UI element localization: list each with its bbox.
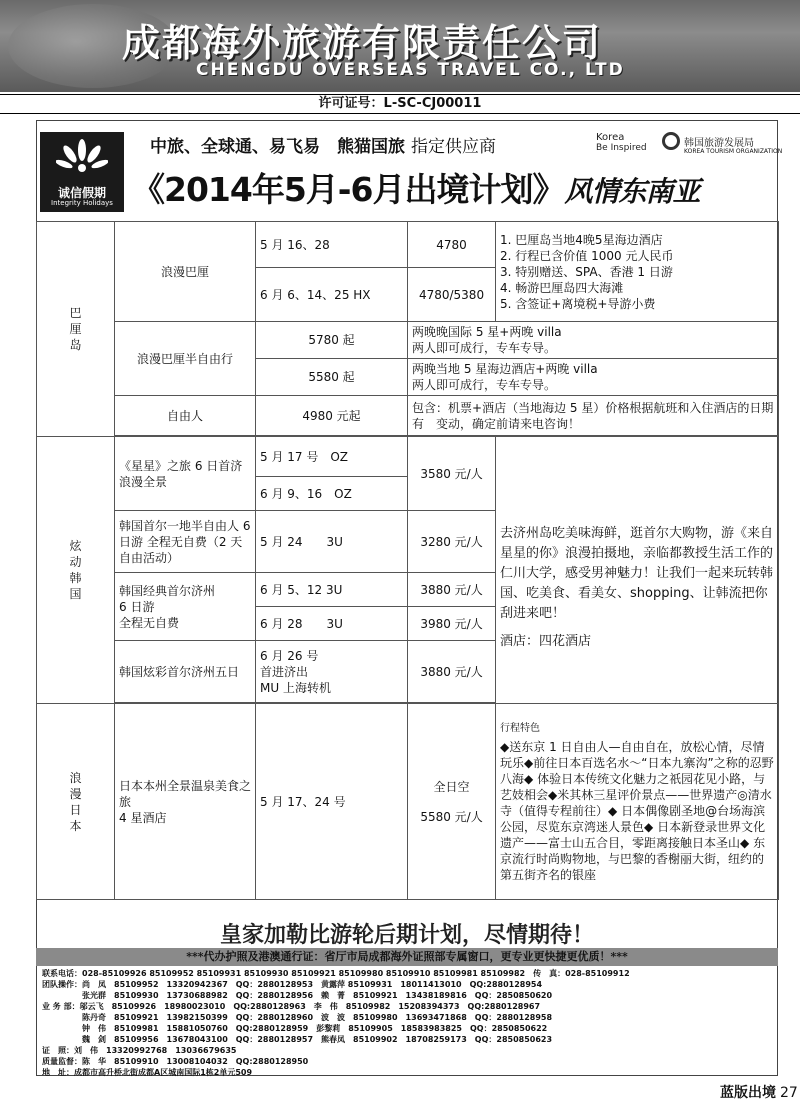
tour-date: 6 月 9、16 OZ (256, 477, 408, 511)
tour-date: 5 月 17、24 号 (256, 704, 408, 900)
header-banner (0, 0, 800, 92)
tour-date: 5 月 24 3U (256, 511, 408, 573)
tour-date: 5 月 16、28 (256, 222, 408, 268)
tour-airline: 全日空 (433, 779, 470, 794)
company-name-cn: 成都海外旅游有限责任公司 (122, 20, 603, 65)
tour-date: 6 月 26 号 首进济出 MU 上海转机 (256, 641, 408, 703)
korea-be-inspired-logo (596, 132, 658, 162)
tour-price: 5580 起 (256, 359, 408, 396)
tour-price: 4980 元起 (256, 396, 408, 436)
region-korea: 炫 动 韩 国 (37, 437, 115, 704)
tour-price: 5780 起 (256, 322, 408, 359)
page-footer (720, 1082, 798, 1100)
footer-brand: 蓝版出境 (720, 1085, 776, 1100)
tour-name: 韩国炫彩首尔济州五日 (115, 641, 256, 703)
supplier-designated: 指定供应商 (411, 137, 496, 157)
tour-name: 浪漫巴厘半自由行 (115, 322, 256, 396)
page-number: 27 (780, 1085, 798, 1100)
tour-date: 6 月 6、14、25 HX (256, 268, 408, 322)
tour-date: 5 月 17 号 OZ (256, 437, 408, 477)
japan-features-cell (496, 704, 779, 900)
tour-name: 自由人 (115, 396, 256, 436)
table-row (37, 222, 779, 268)
tour-name: 韩国首尔一地半自由人 6 日游 全程无自费（2 天自由活动） (115, 511, 256, 573)
title-region: 风情东南亚 (564, 175, 700, 208)
korea-description-cell (496, 437, 779, 704)
tour-date: 6 月 5、12 3U (256, 573, 408, 607)
tour-name: 浪漫巴厘 (115, 222, 256, 322)
tour-price: 4780/5380 (408, 268, 496, 322)
contact-list: 联系电话：028-85109926 85109952 85109931 85109930 85109921 85109980 85109910 85109981 85109982 传 真：028-85109912 团队操作：尚 凤 85109952 13320942367 QQ：2880128953 黄露萍 85109931 18011413010 QQ:2880128954 张光群 85109930 13730688982 QQ：2880128956 赖 菁 85109921 13438189816 QQ：2850850620 业 务 部：邬云飞 85109926 18980023010 QQ:2880128963 李 伟 85109982 15208394373 QQ:2880128967 陈丹奇 85109921 13982150399 QQ：2880128960 波 波 85109980 13693471868 QQ：2880128958 钟 伟 85109981 15881050760 QQ:2880128959 彭黎莉 85109905 18583983825 QQ：2850850622 魏 剑 85109956 13678043100 QQ：2880128957 熊春凤 85109902 18708259173 QQ：2850850623 证 照：刘 伟 13320992768 13036679635 质量监督：陈 华 85109910 13008104032 QQ:2880128950 地 址：成都市高升桥北街成都A区城南国际1栋2单元509 (42, 969, 630, 1077)
kto-circle-icon (662, 132, 680, 150)
tour-name: 韩国经典首尔济州 6 日游 全程无自费 (115, 573, 256, 641)
tour-note: 包含：机票+酒店（当地海边 5 星）价格根据航班和入住酒店的日期有 变动，确定前请来电咨询！ (408, 396, 779, 436)
brand-logo (40, 132, 124, 212)
tour-price: 3280 元/人 (408, 511, 496, 573)
brand-name: 诚信假期 (57, 186, 106, 200)
japan-feature-title: 行程特色 (500, 722, 541, 734)
korea-logo-line2: Be Inspired (596, 143, 647, 153)
brand-subtitle: Integrity Holidays (51, 199, 113, 207)
tour-note: 两晚当地 5 星海边酒店+两晚 villa 两人即可成行，专车专导。 (408, 359, 779, 396)
supplier-line (150, 132, 496, 157)
license-number: 许可证号：L-SC-CJ00011 (0, 94, 800, 114)
tour-name: 《星星》之旅 6 日首济浪漫全景 (115, 437, 256, 511)
tour-note: 两晚晚国际 5 星+两晚 villa 两人即可成行，专车专导。 (408, 322, 779, 359)
tour-price: 3880 元/人 (408, 573, 496, 607)
kto-name-en: KOREA TOURISM ORGANIZATION (684, 148, 783, 155)
region-bali: 巴 厘 岛 (37, 222, 115, 437)
table-row (37, 322, 779, 359)
kto-logo (662, 130, 783, 164)
tour-price: 3980 元/人 (408, 607, 496, 641)
tour-price: 3880 元/人 (408, 641, 496, 703)
kto-name: 韩国旅游发展局 (684, 138, 754, 149)
page-title (132, 164, 772, 211)
table-row (37, 704, 779, 900)
tour-price: 3580 元/人 (408, 437, 496, 511)
korea-description: 去济州岛吃美味海鲜，逛首尔大购物，游《来自星星的你》浪漫拍摄地，亲临都教授生活工作的仁川大学，感受男神魅力！让我们一起来玩转韩国、吃美食、看美女、shopping、让韩流把你刮进来吧！ (500, 526, 774, 621)
title-main: 《2014年5月-6月出境计划》 (132, 170, 565, 209)
korea-logo-line1: Korea (596, 132, 625, 143)
visa-service-bar: ***代办护照及港澳通行证：省厅市局成都海外证照部专属窗口，更专业更快捷更优质！*** (36, 948, 778, 966)
tour-name: 日本本州全景温泉美食之旅 4 星酒店 (115, 704, 256, 900)
tour-price-cell (408, 704, 496, 900)
tour-price: 5580 元/人 (420, 809, 483, 824)
table-row (37, 437, 779, 477)
flower-icon (56, 138, 108, 182)
region-japan: 浪 漫 日 本 (37, 704, 115, 900)
supplier-agencies: 中旅、全球通、易飞易 熊猫国旅 (150, 137, 405, 157)
company-name-en: CHENGDU OVERSEAS TRAVEL CO., LTD (196, 60, 625, 80)
korea-hotel: 酒店：四花酒店 (500, 634, 592, 649)
tour-features: 1. 巴厘岛当地4晚5星海边酒店 2. 行程已含价值 1000 元人民币 3. 特别赠送、SPA、香港 1 日游 4. 畅游巴厘岛四大海滩 5. 含签证+离境税+导游小费 (496, 222, 779, 322)
tour-date: 6 月 28 3U (256, 607, 408, 641)
tour-price: 4780 (408, 222, 496, 268)
cruise-banner: 皇家加勒比游轮后期计划，尽情期待！ (219, 923, 594, 948)
table-row (37, 396, 779, 436)
japan-features: ◆送东京 1 日自由人—自由自在，放松心情，尽情玩乐◆前往日本百选名水～“日本九寨沟”之称的忍野八海◆ 体验日本传统文化魅力之祇园花见小路，与艺妓相会◆米其林三星评价景点——世界遗产◎清水寺（值得专程前往）◆ 日本偶像剧圣地@台场海滨公园，尽览东京湾迷人景色◆ 日本新登录世界文化遗产——富士山五合目，零距离接触日本圣山◆ 东京流行时尚购物地，与巴黎的香榭丽大街，纽约的第五街齐名的银座 (500, 739, 774, 882)
tour-table (36, 221, 779, 900)
